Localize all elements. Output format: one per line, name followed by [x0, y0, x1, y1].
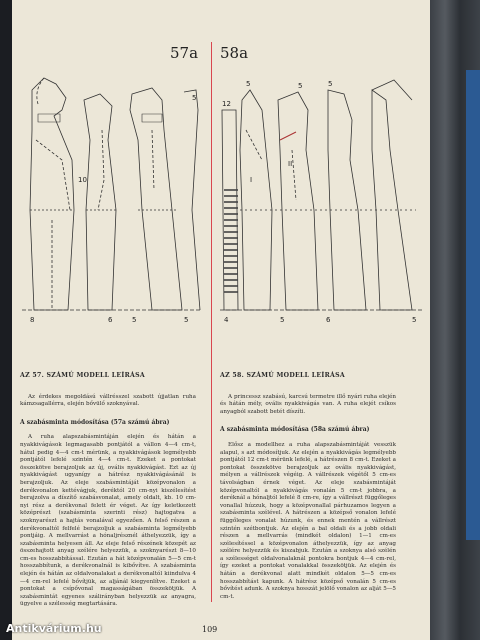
- label-5-back: 5: [328, 80, 333, 88]
- figure-number-58a: 58a: [220, 44, 249, 62]
- label-5c: 5: [192, 94, 197, 102]
- label-6: 6: [108, 316, 113, 324]
- book-page: [12, 0, 430, 640]
- back-pattern-piece-58: [328, 90, 366, 310]
- blue-cover-edge: [466, 70, 480, 540]
- label-5-bottom: 5: [280, 316, 285, 324]
- label-10: 10: [78, 176, 87, 184]
- front-pattern-piece-58: [240, 90, 272, 310]
- right-heading: AZ 58. SZÁMÚ MODELL LEÍRÁSA: [220, 372, 346, 379]
- page-folio: 109: [202, 625, 218, 634]
- label-5-top: 5: [246, 80, 251, 88]
- left-text-column: [20, 372, 196, 609]
- left-body: A ruha alapszabásmintáján elején és hátán a nyakkivágások legmagasabb pontjától a vállon 4—4 cm-t, hátul pedig 4—4 cm-t mérünk, a nyakkivágások legmélyebb pontjától lefelé szintén 4—4 cm-t. Ezeket a pontokat összekötve berajzoljuk az új, ovális nyakkivágást. Ezt az új nyakkivágást ugyanígy a hátrész nyakkivágásánál is berajzoljuk. Az eleje szabásmintáját középvonalon a derékvonalon kettévágjuk, deréktól 20 cm-nyi kiszélesítést berajzolva a díszítő szabásvonalat, amely oldalt, kb. 10 cm-nyi rész a derékvonal felett ér véget. Az így keletkezett középrészt (szabásminta szerinti rész) hajtogatva a szoknyarészt a hajtás vonalával egyezően. A felső részen a derékvonaltól felfelé berajzoljuk a szabásminta legmélyebb pontjáig. A mellvarrást a hónaljrésznél áthelyezzük, így a szabásminta helyesen áll. Az eleje felső részének közepét az összehajtott anyag szélére helyezzük, a szoknyarészt 8—10 cm-es hosszabbítással. Ezután a hát középvonalán 5—5 cm-t hosszabbítunk, a derékvonalnál is kibővítve. A szabásminta elején és hátán az oldalvonalakat a derékvonaltól kiindulva 4—4 cm-rel lefelé bővítjük, az aljánál kiegyenlítve. Ezeket a pontokat a csípővonal magasságában összekötjük. A szabásmintát egyenes szálirányban helyezzük az anyagra, ügyelve a szélesség megtartására.: [20, 434, 196, 608]
- figure-number-57a: 57a: [170, 44, 199, 62]
- right-body: Elősz a modellhez a ruha alapszabásmintáját vesszük alapul, s azt módosítjuk. Az elején a nyakkivágás legmélyebb pontjától 12 cm-t mérünk lefelé, a hátrészen 8 cm-t. Ezeket a pontokat összekötve berajzoljuk az ovális nyakkivágást, mélyen a vállrészek végéig. A vállrészek végétől 5 cm-es távolságban érnek véget. Az eleje szabásmintáját középvonaltól a nyakkivágás vonalán 5 cm-t jobbra, a deréknál a hónaljtól lefelé 8 cm-re, így a vállrészt függőleges vonallal húzzuk, hogy a középvonallal párhuzamos legyen a szabásminta szélével. A hátrészen a középső vonalon lefelé függőleges vonalat húzunk, és ennek mentén a vállrészt szintén szétbontjuk. Az elején a bal oldali és a jobb oldali részen a mellvarrás (mindkét oldalon) 1—1 cm-es szélesítéssel a középvonalon áthelyezzük, így az anyag szélére helyezzük és kiszabjuk. Ezután a szoknya alsó szélén a szélességet oldalvonalaknál pontokra bontjuk 4—4 cm-rel, így ezeket a pontokat vonalakkal összekötjük. Az elején és hátán a derékvonal alatt mindkét oldalon 5—5 cm-es hosszabbítást kapunk. A hátrész középső vonalán 5 cm-es bővítést adunk. A szoknya hosszát jelölő vonalon az alját 5—5 cm-t.: [220, 441, 396, 600]
- label-5-mid: 5: [298, 82, 303, 90]
- label-I: I: [250, 176, 253, 184]
- pattern-diagram-58a: [216, 70, 428, 330]
- left-subheading: A szabásminta módosítása (57a számú ábra): [20, 418, 170, 426]
- label-6-bottom: 6: [326, 316, 331, 324]
- right-text-column: [220, 372, 396, 601]
- right-subheading: A szabásminta módosítása (58a számú ábra): [220, 426, 370, 434]
- label-5a: 5: [132, 316, 137, 324]
- right-intro: A princessz szabású, karcsú termetre illő nyári ruha elején és hátán mély, ovális nyakkivágás van. A ruha elejét csíkos anyagból szabott betét díszíti.: [220, 393, 396, 415]
- side-back-pattern-piece-58: [372, 90, 412, 310]
- label-8: 8: [30, 316, 35, 324]
- left-heading: AZ 57. SZÁMÚ MODELL LEÍRÁSA: [20, 372, 146, 379]
- back-pattern-piece: [130, 88, 182, 310]
- label-4: 4: [224, 316, 229, 324]
- label-5b: 5: [184, 316, 189, 324]
- side-front-pattern-piece-58: [278, 92, 318, 310]
- left-intro: Az érdekes megoldású vállrésszel szabott újjatlan ruha kámzsagallérra, elején bővülő szoknyával.: [20, 393, 196, 408]
- pattern-diagram-57a: [12, 70, 210, 330]
- red-divider-line: [211, 42, 212, 602]
- label-12: 12: [222, 100, 231, 108]
- label-5-right: 5: [412, 316, 417, 324]
- watermark: Antikvárium.hu: [6, 622, 102, 635]
- label-II: II: [288, 160, 293, 168]
